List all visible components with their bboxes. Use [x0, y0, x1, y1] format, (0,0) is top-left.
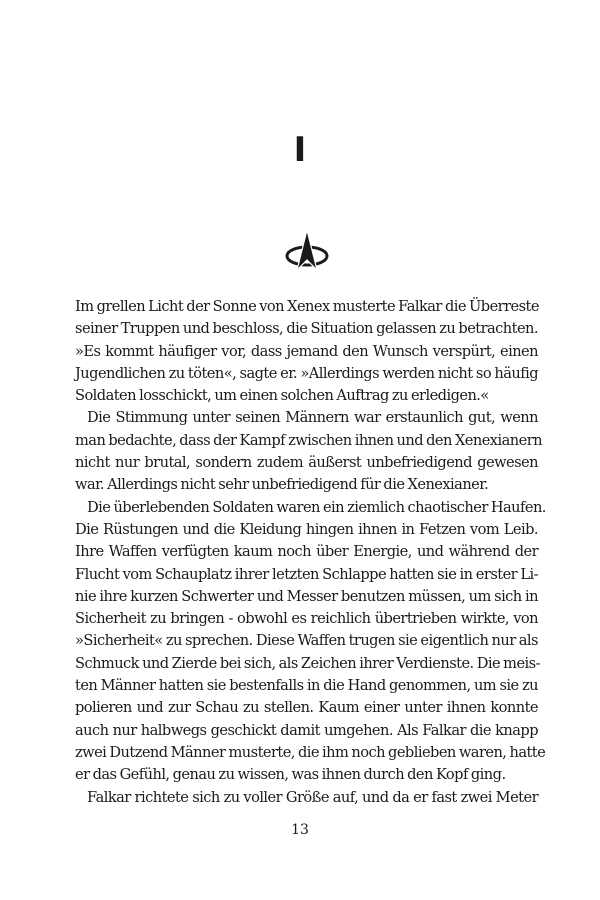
text-line: Die Stimmung unter seinen Männern war erstaunlich gut, wenn [87, 409, 538, 427]
text-line: zwei Dutzend Männer musterte, die ihm noch geblieben waren, hatte [75, 743, 546, 761]
text-line: Schmuck und Zierde bei sich, als Zeichen ihrer Verdienste. Die meis- [75, 654, 540, 672]
chapter-number: I [293, 130, 307, 170]
page-number: 13 [291, 822, 309, 838]
text-line: ten Männer hatten sie bestenfalls in die Hand genommen, um sie zu [75, 677, 538, 695]
text-line: auch nur halbwegs geschickt damit umgehen. Als Falkar die knapp [75, 721, 538, 739]
text-line: Flucht vom Schauplatz ihrer letzten Schlappe hatten sie in erster Li- [75, 565, 538, 583]
text-line: Jugendlichen zu töten«, sagte er. »Allerdings werden nicht so häufig [75, 364, 538, 382]
text-line: er das Gefühl, genau zu wissen, was ihnen durch den Kopf ging. [75, 766, 506, 784]
text-line: polieren und zur Schau zu stellen. Kaum einer unter ihnen konnte [75, 699, 538, 717]
text-line: seiner Truppen und beschloss, die Situation gelassen zu betrachten. [75, 320, 538, 338]
text-line: nie ihre kurzen Schwerter und Messer benutzen müssen, um sich in [75, 587, 538, 605]
text-line: nicht nur brutal, sondern zudem äußerst unbefriedigend gewesen [75, 454, 538, 472]
text-line: Falkar richtete sich zu voller Größe auf, und da er fast zwei Meter [87, 788, 538, 806]
text-line: war. Allerdings nicht sehr unbefriedigend für die Xenexianer. [75, 476, 489, 494]
text-line: »Sicherheit« zu sprechen. Diese Waffen trugen sie eigentlich nur als [75, 632, 538, 650]
text-line: Die Rüstungen und die Kleidung hingen ihnen in Fetzen vom Leib. [75, 520, 538, 538]
text-line: Ihre Waffen verfügten kaum noch über Energie, und während der [75, 543, 538, 561]
delta-insignia-icon [284, 228, 330, 272]
text-line: Die überlebenden Soldaten waren ein ziemlich chaotischer Haufen. [87, 498, 546, 516]
text-line: Sicherheit zu bringen - obwohl es reichlich übertrieben wirkte, von [75, 610, 538, 628]
text-line: man bedachte, dass der Kampf zwischen ihnen und den Xenexianern [75, 431, 542, 449]
body-text [75, 296, 546, 809]
text-line: Soldaten losschickt, um einen solchen Auftrag zu erledigen.« [75, 387, 489, 405]
text-line: Im grellen Licht der Sonne von Xenex musterte Falkar die Überreste [75, 298, 539, 315]
text-line: »Es kommt häufiger vor, dass jemand den Wunsch verspürt, einen [75, 342, 538, 360]
